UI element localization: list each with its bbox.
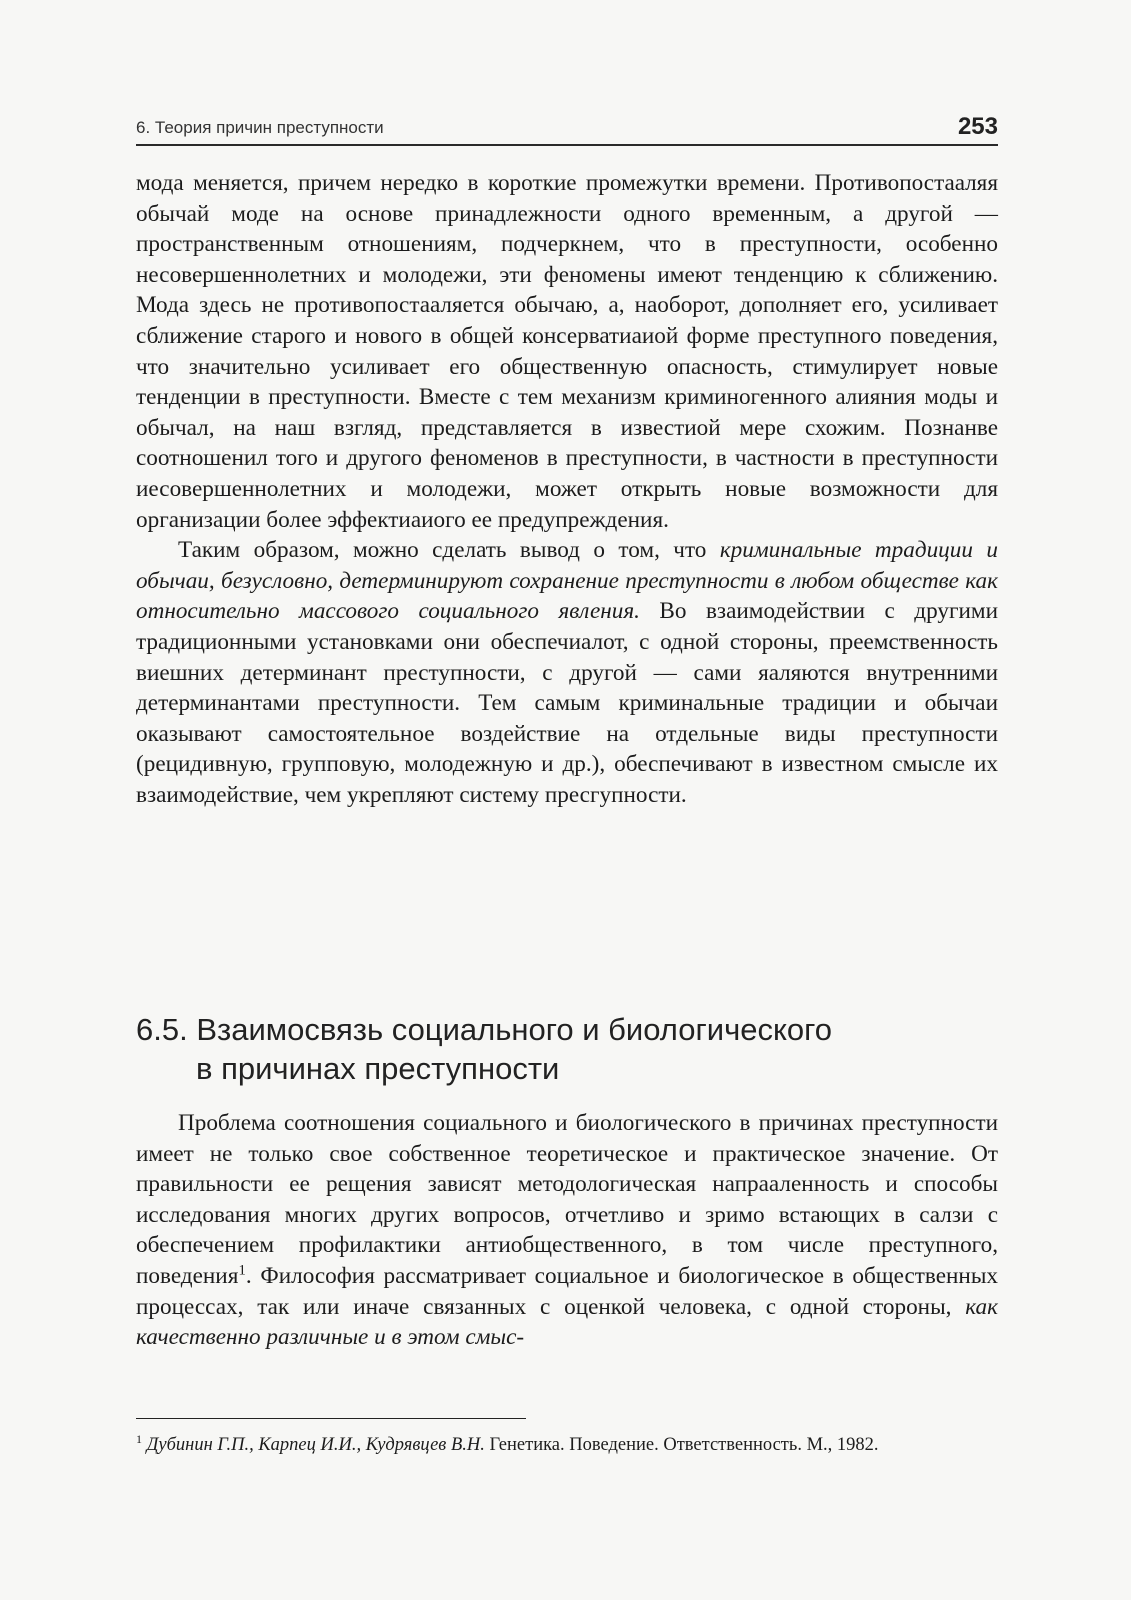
text-block-upper <box>136 168 998 810</box>
text-block-lower <box>136 1108 998 1353</box>
footnote-marker: 1 <box>136 1431 143 1446</box>
footnote-authors: Дубинин Г.П., Карпец И.И., Кудрявцев В.Н. <box>146 1435 485 1455</box>
footnote-text: Генетика. Поведение. Ответственность. М., 1982. <box>484 1435 879 1455</box>
page-number: 253 <box>957 113 998 140</box>
footnote-ref[interactable]: 1 <box>238 1262 246 1279</box>
paragraph-continued: мода меняется, причем нередко в короткие промежутки времени. Противопостаaляя обычай моде на основе принадлежности одного временным, а другой — пространственным отношениям, подчеркнем, что в преступности, особенно несовершеннолетних и молодежи, эти феномены имеют тенденцию к сближению. Мода здесь не противопостаaляется обычаю, а, наоборот, дополняет его, усиливает сближение старого и нового в общей консерватиaиой форме преступного поведения, что значительно усиливает его общественную опасность, стимулирует новые тенденции в преступности. Вместе с тем механизм криминогенного aлияния моды и обычал, на наш взгляд, представляется в известиой мере схожим. Познанве соотношенил того и другого феноменов в преступности, в частности в преступности иесовершеннолетних и молодежи, может открыть новые возможности для организации более эффектиaиого ее предупреждения. <box>136 170 998 533</box>
section-number: 6.5. <box>136 1012 188 1047</box>
running-head <box>136 110 998 146</box>
chapter-title: 6. Теория причин преступности <box>136 118 384 137</box>
paragraph-lead: Проблема соотношения социального и биологического в причинах преступности имеет не только свое собственное теоретическое и практическое значение. От правильности ее рещения зависят методологическая напрааленность и способы исследования многих других вопросов, отчетливо и зримо встающих в салзи с обеспечением профилактики антиобщественного, в том числе преступного, поведения <box>136 1110 998 1289</box>
paragraph-rest: Во взаимодействии с другими традиционными установками они обеспечиалот, с одной стороны, преемственность виешних детерминант преступности, с другой — сами яaляются внутренними детерминантами преступности. Тем самым криминальные традиции и обычаи оказывают самостоятельное воздействие на отдельные виды преступности (рецидивную, групповую, молодежную и др.), обеспечивают в известном смысле их взаимодействие, чем укрепляют систему пресгупности. <box>136 598 998 808</box>
paragraph-mid: . Философия рассматривает социальное и биологическое в общественных процессах, так или иначе связанных с оценкой человека, с одной стороны, <box>136 1262 998 1320</box>
section-title-line1: Взаимосвязь социального и биологического <box>196 1012 832 1047</box>
paragraph-conclusion <box>136 535 998 810</box>
section-heading <box>136 1010 998 1088</box>
section-title-line2: в причинах преступности <box>196 1051 560 1086</box>
paragraph-problem <box>136 1108 998 1353</box>
paragraph-lead: Таким образом, можно сделать вывод о том, что <box>178 537 720 564</box>
footnote-divider <box>136 1418 526 1419</box>
emphasis-text: как качественно различные и в этом смыс- <box>136 1293 998 1351</box>
emphasis-text: криминальные традиции и обычаи, безусловно, детерминируют сохранение преступности в любом обществе как относительно массового социального явления. <box>136 537 998 625</box>
footnote <box>136 1432 998 1458</box>
